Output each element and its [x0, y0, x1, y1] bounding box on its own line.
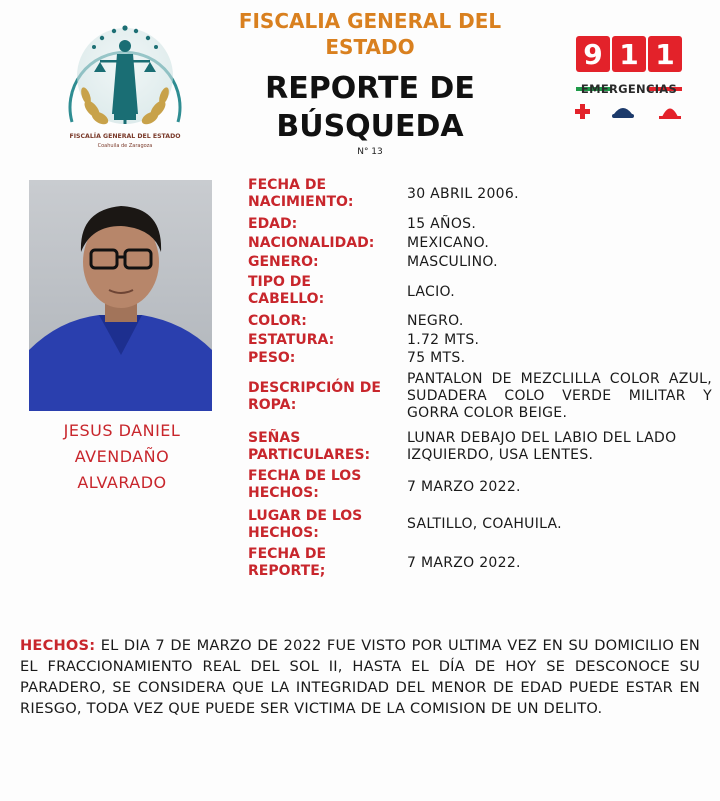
police-cap-icon — [612, 108, 634, 118]
report-title — [215, 70, 525, 146]
value-birth-date: 30 ABRIL 2006. — [407, 186, 519, 202]
fiscalia-logo — [62, 14, 188, 164]
value-nationality: MEXICANO. — [407, 235, 490, 251]
badge-flag-stripe — [576, 76, 682, 80]
badge-digit: 1 — [648, 36, 682, 72]
title-line-2: BÚSQUEDA — [276, 109, 464, 144]
name-line-1: JESUS DANIEL — [63, 421, 181, 440]
name-line-3: ALVARADO — [77, 473, 167, 492]
value-clothing: PANTALON DE MEZCLILLA COLOR AZUL, SUDADERA COLO VERDE MILITAR Y GORRA COLOR BEIGE. — [407, 371, 712, 421]
badge-label: EMERGENCIAS — [580, 82, 678, 96]
facts-paragraph — [20, 635, 700, 719]
value-gender: MASCULINO. — [407, 254, 498, 270]
label-report-date: FECHA DE REPORTE; — [248, 546, 327, 579]
label-clothing: DESCRIPCIÓN DE ROPA: — [248, 380, 381, 413]
agency-line-1: FISCALIA GENERAL DEL — [238, 9, 502, 33]
value-color: NEGRO. — [407, 313, 464, 329]
agency-title — [215, 8, 525, 60]
label-distinctive-marks: SEÑAS PARTICULARES: — [248, 430, 371, 463]
value-age: 15 AÑOS. — [407, 216, 477, 232]
person-photo — [29, 180, 212, 411]
name-line-2: AVENDAÑO — [74, 447, 170, 466]
label-incident-place: LUGAR DE LOS HECHOS: — [248, 508, 363, 541]
label-gender: GENERO: — [248, 254, 319, 270]
badge-digit: 9 — [576, 36, 610, 72]
person-name — [22, 418, 222, 496]
label-incident-date: FECHA DE LOS HECHOS: — [248, 468, 362, 501]
report-number: N° 13 — [357, 147, 383, 157]
value-height: 1.72 MTS. — [407, 332, 480, 348]
facts-text: EL DIA 7 DE MARZO DE 2022 FUE VISTO POR ULTIMA VEZ EN SU DOMICILIO EN EL FRACCIONAMIENTO REAL DEL SOL II, HASTA EL DÍA DE HOY SE DESCONOCE SU PARADERO, SE CONSIDERA QUE LA INTEGRIDAD DEL MENOR DE EDAD PUEDE ESTAR EN RIESGO, TODA VEZ QUE PUEDE SER VICTIMA DE LA COMISION DE UN DELITO. — [20, 637, 701, 717]
value-incident-place: SALTILLO, COAHUILA. — [407, 516, 562, 532]
label-color: COLOR: — [248, 313, 307, 329]
badge-digit: 1 — [612, 36, 646, 72]
label-weight: PESO: — [248, 350, 296, 366]
facts-label: HECHOS: — [20, 637, 96, 654]
emergency-911-badge — [570, 36, 688, 126]
label-age: EDAD: — [248, 216, 298, 232]
label-nationality: NACIONALIDAD: — [248, 235, 375, 251]
logo-org-sub: Coahuila de Zaragoza — [97, 143, 153, 149]
firefighter-icon — [659, 109, 681, 120]
title-line-1: REPORTE DE — [265, 71, 475, 106]
medical-cross-icon — [575, 104, 590, 119]
logo-org-name: FISCALÍA GENERAL DEL ESTADO — [69, 133, 181, 140]
value-hair-type: LACIO. — [407, 284, 456, 300]
label-hair-type: TIPO DE CABELLO: — [248, 274, 325, 307]
value-distinctive-marks: LUNAR DEBAJO DEL LABIO DEL LADO IZQUIERDO, USA LENTES. — [407, 430, 677, 463]
value-incident-date: 7 MARZO 2022. — [407, 479, 521, 495]
agency-line-2: ESTADO — [325, 35, 415, 59]
value-report-date: 7 MARZO 2022. — [407, 555, 521, 571]
label-height: ESTATURA: — [248, 332, 335, 348]
label-birth-date: FECHA DE NACIMIENTO: — [248, 177, 354, 210]
value-weight: 75 MTS. — [407, 350, 466, 366]
badge-icons — [570, 100, 688, 122]
